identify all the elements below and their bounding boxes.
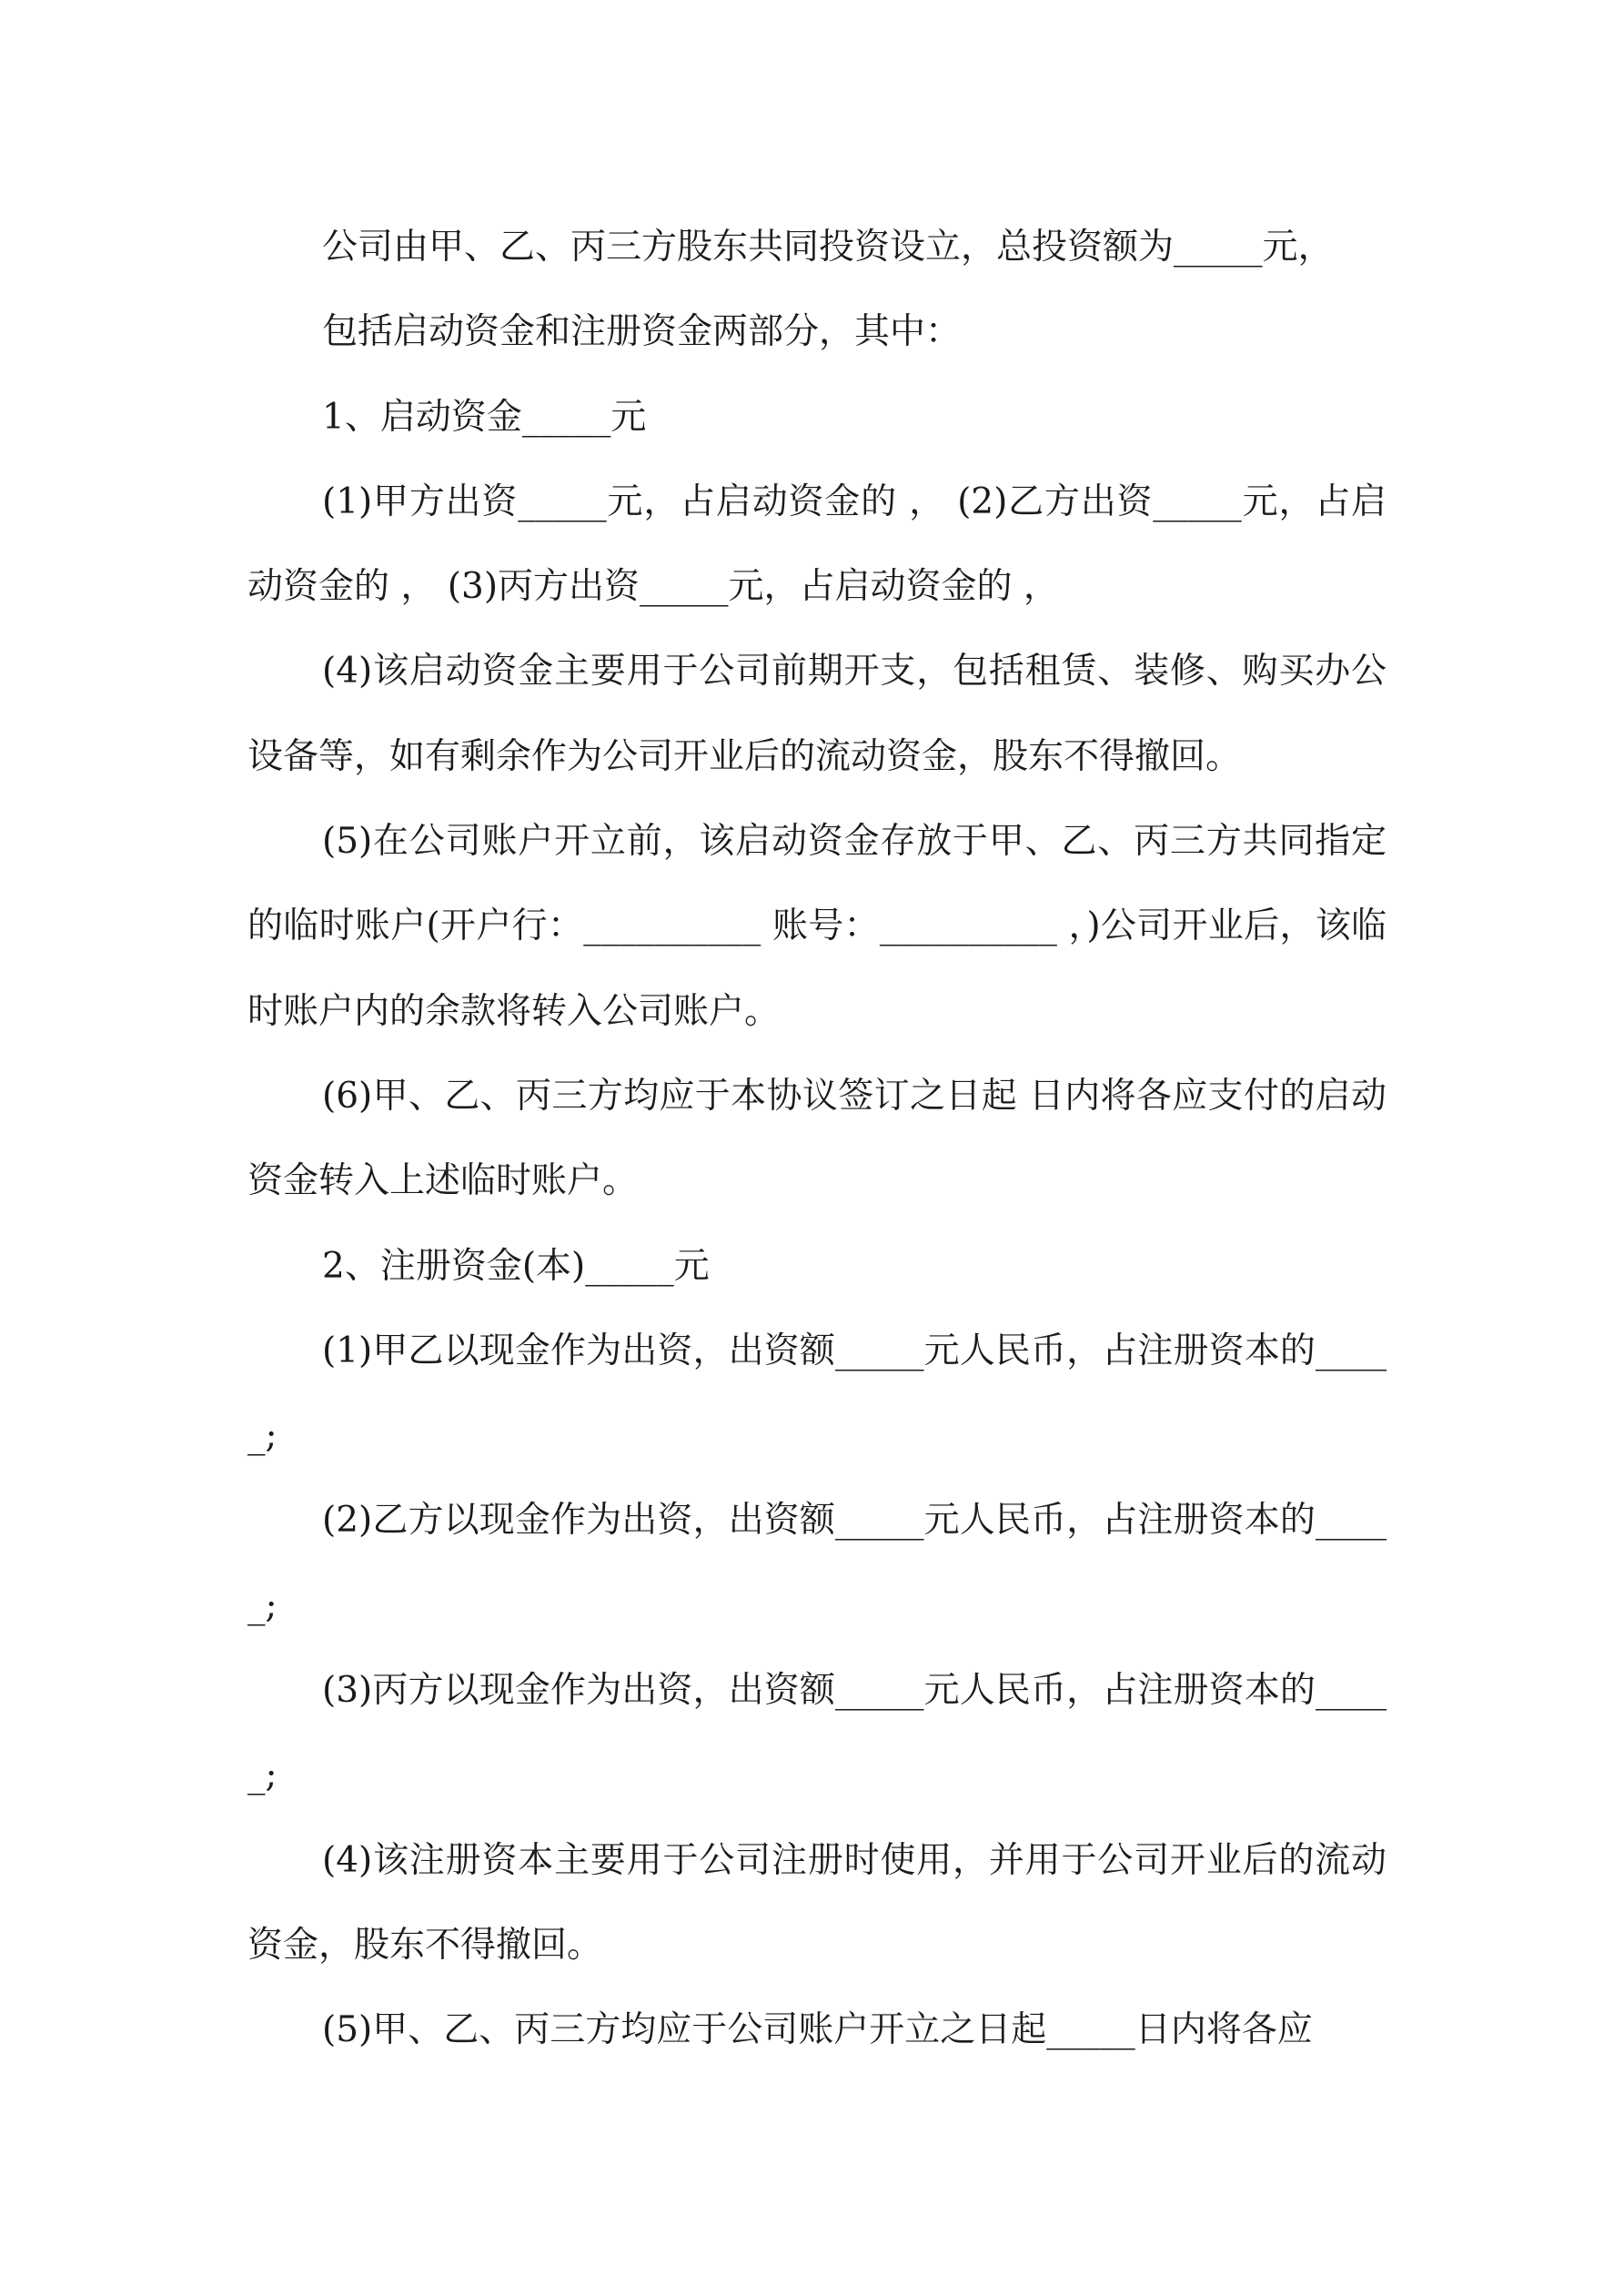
- paragraph-registered-capital-usage: (4)该注册资本主要用于公司注册时使用，并用于公司开业后的流动资金，股东不得撤回。: [247, 1839, 1387, 1966]
- paragraph-startup-contributions: (1)甲方出资_____元，占启动资金的 ， (2)乙方出资_____元，占启动资金的 ， (3)丙方出资_____元，占启动资金的 ，: [247, 480, 1387, 608]
- paragraph-total-investment: 公司由甲、乙、丙三方股东共同投资设立，总投资额为_____元，: [322, 227, 1334, 268]
- paragraph-registered-transfer-deadline: (5)甲、乙、丙三方均应于公司账户开立之日起_____日内将各应: [322, 2009, 1313, 2051]
- paragraph-party-a-contribution: (1)甲乙以现金作为出资，出资额_____元人民币，占注册资本的_____;: [247, 1330, 1387, 1457]
- heading-startup-capital: 1、启动资金_____元: [322, 396, 647, 438]
- paragraph-startup-transfer-deadline: (6)甲、乙、丙三方均应于本协议签订之日起 日内将各应支付的启动资金转入上述临时账户。: [247, 1075, 1387, 1202]
- document-body: [247, 205, 1387, 2073]
- paragraph-startup-usage: (4)该启动资金主要用于公司前期开支，包括租赁、装修、购买办公设备等，如有剩余作为公司开业后的流动资金，股东不得撤回。: [247, 651, 1387, 777]
- paragraph-temporary-account: (5)在公司账户开立前，该启动资金存放于甲、乙、丙三方共同指定的临时账户(开户行：__________ 账号：__________ ，)公司开业后，该临时账户内的余款将转入公司账户。: [247, 821, 1387, 1032]
- paragraph-capital-parts: 包括启动资金和注册资金两部分，其中：: [322, 311, 962, 353]
- heading-registered-capital: 2、注册资金(本)_____元: [322, 1245, 710, 1287]
- paragraph-party-b-contribution: (2)乙方以现金作为出资，出资额_____元人民币，占注册资本的_____;: [247, 1500, 1387, 1626]
- paragraph-party-c-contribution: (3)丙方以现金作为出资，出资额_____元人民币，占注册资本的_____;: [247, 1670, 1387, 1796]
